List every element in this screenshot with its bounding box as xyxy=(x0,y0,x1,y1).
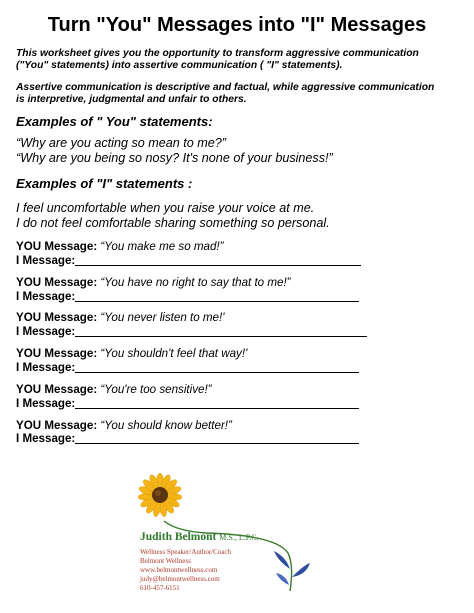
i-message-2 xyxy=(16,290,359,304)
i-message-5 xyxy=(16,397,359,411)
card-author-name xyxy=(140,531,259,543)
author-card xyxy=(136,473,346,605)
i-message-label: I Message: xyxy=(16,432,76,445)
you-message-4 xyxy=(16,347,247,361)
you-message-quote: “You're too sensitive!” xyxy=(100,383,212,396)
i-message-6 xyxy=(16,432,359,446)
page-title: Turn "You" Messages into "I" Messages xyxy=(47,14,427,36)
i-message-label: I Message: xyxy=(16,254,76,267)
card-line-phone: 610-457-6151 xyxy=(140,584,180,592)
intro-line-2: ("You" statements) into assertive communication ( "I" statements). xyxy=(16,60,343,71)
i-message-answer-line[interactable] xyxy=(75,336,367,337)
intro-line-1: This worksheet gives you the opportunity to transform aggressive communication xyxy=(16,48,419,59)
you-message-quote: “You never listen to me!' xyxy=(100,311,225,324)
i-message-1 xyxy=(16,254,361,268)
you-message-label: YOU Message: xyxy=(16,311,98,324)
card-credentials: M.S., L.P.C. xyxy=(219,533,259,542)
you-message-label: YOU Message: xyxy=(16,347,98,360)
you-message-label: YOU Message: xyxy=(16,383,98,396)
i-examples-heading: Examples of "I" statements : xyxy=(16,176,193,191)
i-example-1: I feel uncomfortable when you raise your voice at me. xyxy=(16,201,315,215)
i-message-answer-line[interactable] xyxy=(75,301,359,302)
intro-line-3: Assertive communication is descriptive and factual, while aggressive communication xyxy=(16,82,435,93)
you-message-1 xyxy=(16,240,224,254)
i-example-2: I do not feel comfortable sharing something so personal. xyxy=(16,216,330,230)
i-message-label: I Message: xyxy=(16,361,76,374)
i-message-label: I Message: xyxy=(16,290,76,303)
you-message-label: YOU Message: xyxy=(16,240,98,253)
i-message-answer-line[interactable] xyxy=(75,408,359,409)
you-message-3 xyxy=(16,311,224,325)
card-line-company: Belmont Wellness xyxy=(140,557,191,565)
i-message-3 xyxy=(16,325,367,339)
you-message-5 xyxy=(16,383,212,397)
i-message-answer-line[interactable] xyxy=(75,443,359,444)
you-example-1: “Why are you acting so mean to me?” xyxy=(16,136,226,150)
you-message-label: YOU Message: xyxy=(16,276,98,289)
you-message-label: YOU Message: xyxy=(16,419,98,432)
intro-line-4: is interpretive, judgmental and unfair to others. xyxy=(16,94,247,105)
card-name-text: Judith Belmont xyxy=(140,531,217,543)
you-message-6 xyxy=(16,419,232,433)
i-message-label: I Message: xyxy=(16,397,76,410)
you-message-2 xyxy=(16,276,291,290)
you-message-quote: “You have no right to say that to me!” xyxy=(100,276,291,289)
i-message-answer-line[interactable] xyxy=(75,372,359,373)
i-message-answer-line[interactable] xyxy=(75,265,361,266)
you-examples-heading: Examples of " You" statements: xyxy=(16,114,213,129)
you-example-2: “Why are you being so nosy? It's none of your business!” xyxy=(16,151,333,165)
i-message-label: I Message: xyxy=(16,325,76,338)
you-message-quote: “You shouldn't feel that way!' xyxy=(100,347,248,360)
card-line-website[interactable]: www.belmontwellness.com xyxy=(140,566,218,574)
you-message-quote: “You should know better!” xyxy=(100,419,232,432)
you-message-quote: “You make me so mad!” xyxy=(100,240,224,253)
i-message-4 xyxy=(16,361,359,375)
card-line-email[interactable]: judy@belmontwellness.com xyxy=(140,575,220,583)
card-line-title: Wellness Speaker/Author/Coach xyxy=(140,548,231,556)
